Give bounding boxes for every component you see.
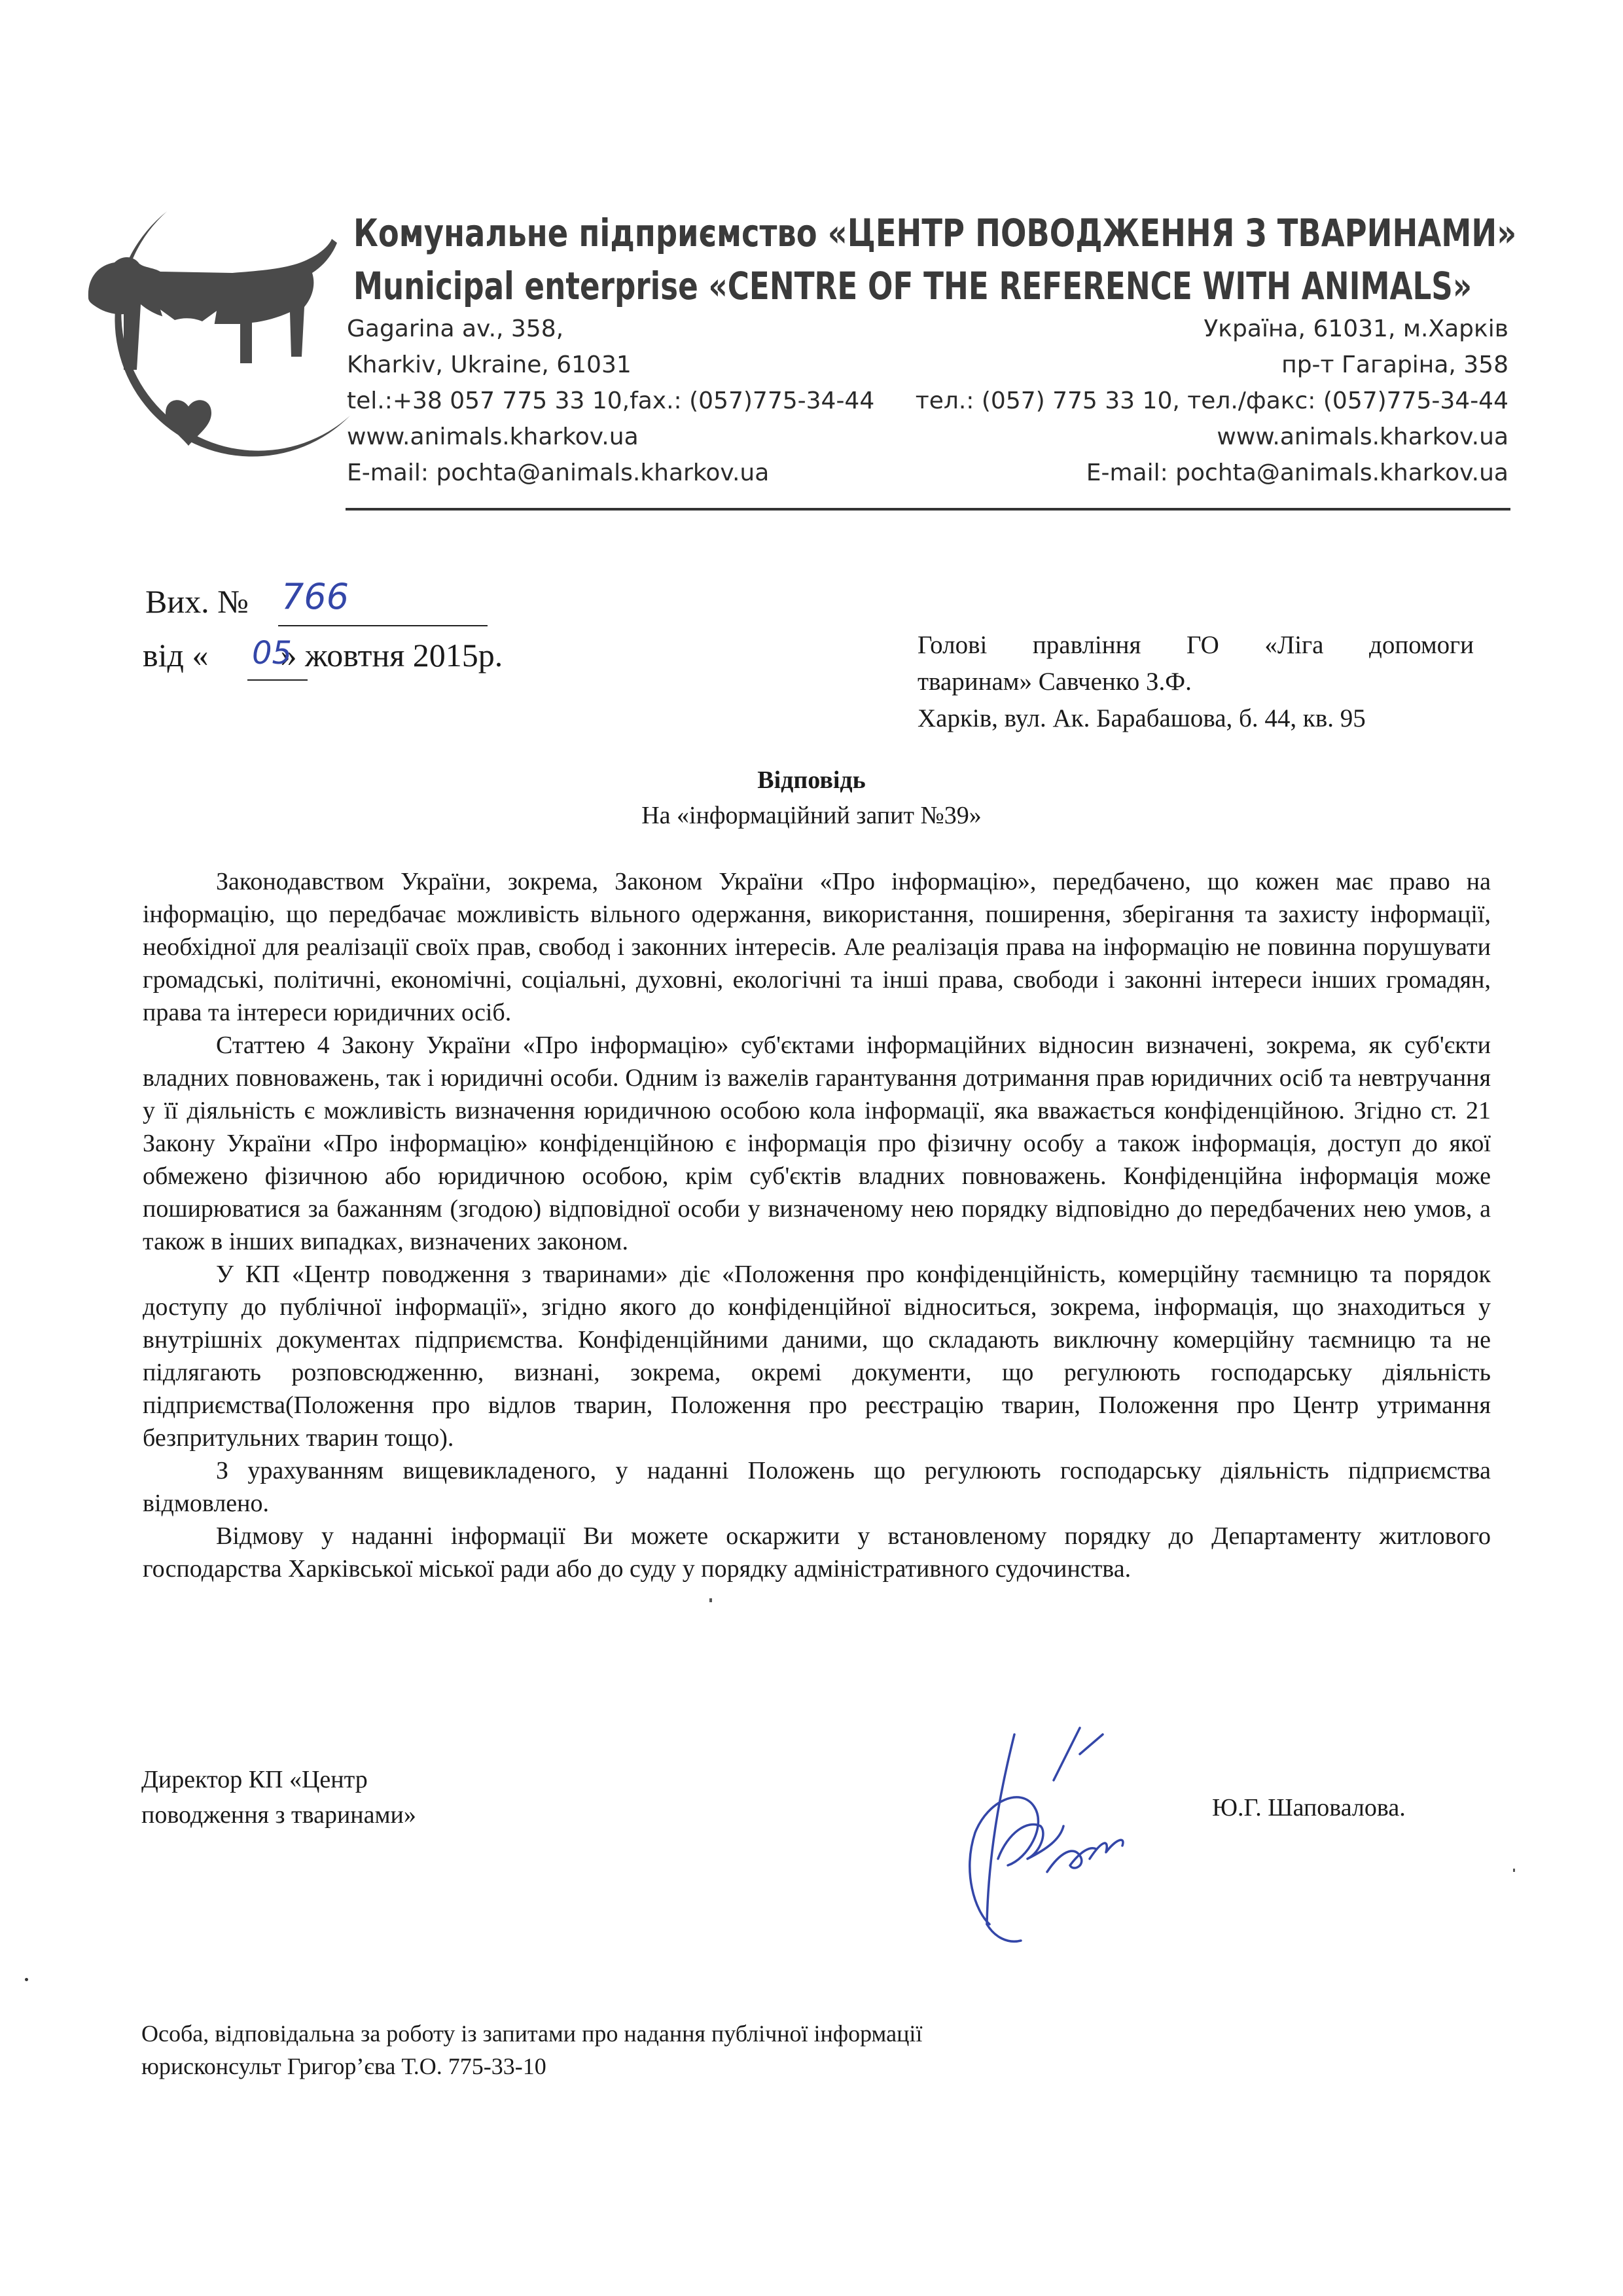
outgoing-number-label: Вих. № [145, 583, 249, 620]
addressee-line: Харків, вул. Ак. Барабашова, б. 44, кв. 95 [918, 704, 1366, 732]
header-left-line: tel.:+38 057 775 33 10,fax.: (057)775-34-44 [347, 387, 875, 414]
date-suffix: » жовтня 2015р. [280, 637, 503, 673]
responsible-person-note [141, 2017, 922, 2083]
date-day-underline [247, 679, 308, 681]
header-right-line: тел.: (057) 775 33 10, тел./факс: (057)775-34-44 [915, 387, 1508, 414]
scan-speck [25, 1978, 28, 1981]
header-title-en: Municipal enterprise «CENTRE OF THE REFERENCE WITH ANIMALS» [353, 264, 1472, 308]
outgoing-number-handwritten: 766 [281, 576, 349, 617]
header-left-line: E-mail: pochta@animals.kharkov.ua [347, 459, 770, 486]
signatory-title-line: Директор КП «Центр [141, 1766, 368, 1793]
scan-speck [1513, 1869, 1515, 1872]
addressee-line: тваринам» Савченко З.Ф. [918, 668, 1192, 696]
letter-subheading: На «інформаційний запит №39» [641, 802, 982, 829]
outgoing-number-underline [278, 625, 488, 626]
addressee-line: Голові правління ГО «Ліга допомоги [918, 631, 1474, 659]
footer-line: юрисконсульт Григор’єва Т.О. 775-33-10 [141, 2053, 546, 2079]
body-paragraph: У КП «Центр поводження з тваринами» діє «Положення про конфіденційність, комерційну таємницю та порядок доступу до публічної інформації», згідно якого до конфіденційної відноситься, зокрема, інформація, що знаходиться у внутрішніх документах підприємства. Конфіденційними даними, що складають виключну комерційну таємницю та не підлягають розповсюдженню, визнані, зокрема, окремі документи, що регулюють господарську діяльність підприємства(Положення про відлов тварин, Положення про реєстрацію тварин, Положення про Центр утримання безпритульних тварин тощо). [143, 1261, 1491, 1452]
date-day-handwritten: 05 [252, 635, 293, 672]
header-right-line: www.animals.kharkov.ua [1217, 423, 1508, 450]
outgoing-date [143, 636, 503, 674]
dog-cat-heart-logo-icon [69, 200, 357, 488]
letter-heading: Відповідь [757, 766, 866, 794]
header-left-line: www.animals.kharkov.ua [347, 423, 639, 450]
header-right-line: пр-т Гагаріна, 358 [1281, 351, 1508, 378]
header-left-line: Gagarina av., 358, [347, 315, 564, 342]
body-paragraph: Статтею 4 Закону України «Про інформацію» суб'єктами інформаційних відносин визначені, зокрема, як суб'єкти владних повноважень, так і юридичні особи. Одним із важелів гарантування дотримання прав юридичних осіб та невтручання у її діяльність є можливість визначення юридичною особою кола інформації, яка вважається конфіденційною. Згідно ст. 21 Закону України «Про інформацію» конфіденційною є інформація про фізичну особу а також інформація, доступ до якої обмежено фізичною або юридичною особою, крім суб'єктів владних повноважень. Конфіденційна інформація може поширюватися за бажанням (згодою) відповідної особи у визначеному нею порядку відповідно до передбачених нею умов, а також в інших випадках, визначених законом. [143, 1031, 1491, 1255]
handwritten-signature [949, 1708, 1165, 1957]
scan-speck [709, 1598, 712, 1602]
letter-body [143, 865, 1491, 1585]
header-title-ua: Комунальне підприємство «ЦЕНТР ПОВОДЖЕННЯ З ТВАРИНАМИ» [353, 211, 1517, 255]
body-paragraph: Законодавством України, зокрема, Законом України «Про інформацію», передбачено, що кожен має право на інформацію, що передбачає можливість вільного одержання, використання, поширення, зберігання та захисту інформації, необхідної для реалізації своїх прав, свобод і законних інтересів. Але реалізація права на інформацію не повинна порушувати громадські, політичні, економічні, соціальні, духовні, екологічні та інші права, свободи і законні інтереси інших громадян, права та інтереси юридичних осіб. [143, 868, 1491, 1026]
header-divider [346, 508, 1510, 511]
signatory-name: Ю.Г. Шаповалова. [1212, 1794, 1406, 1821]
header-left-line: Kharkiv, Ukraine, 61031 [347, 351, 632, 378]
signatory-title-line: поводження з тваринами» [141, 1801, 416, 1829]
header-right-line: E-mail: pochta@animals.kharkov.ua [1086, 459, 1508, 486]
header-right-line: Україна, 61031, м.Харків [1204, 315, 1508, 342]
date-prefix: від « [143, 637, 209, 673]
footer-line: Особа, відповідальна за роботу із запитами про надання публічної інформації [141, 2020, 923, 2047]
body-paragraph: З урахуванням вищевикладеного, у наданні Положень що регулюють господарську діяльність підприємства відмовлено. [143, 1457, 1491, 1517]
signatory-title [141, 1762, 416, 1833]
addressee-block [918, 627, 1474, 737]
body-paragraph: Відмову у наданні інформації Ви можете оскаржити у встановленому порядку до Департаменту житлового господарства Харківської міської ради або до суду у порядку адміністративного судочинства. [143, 1522, 1491, 1583]
